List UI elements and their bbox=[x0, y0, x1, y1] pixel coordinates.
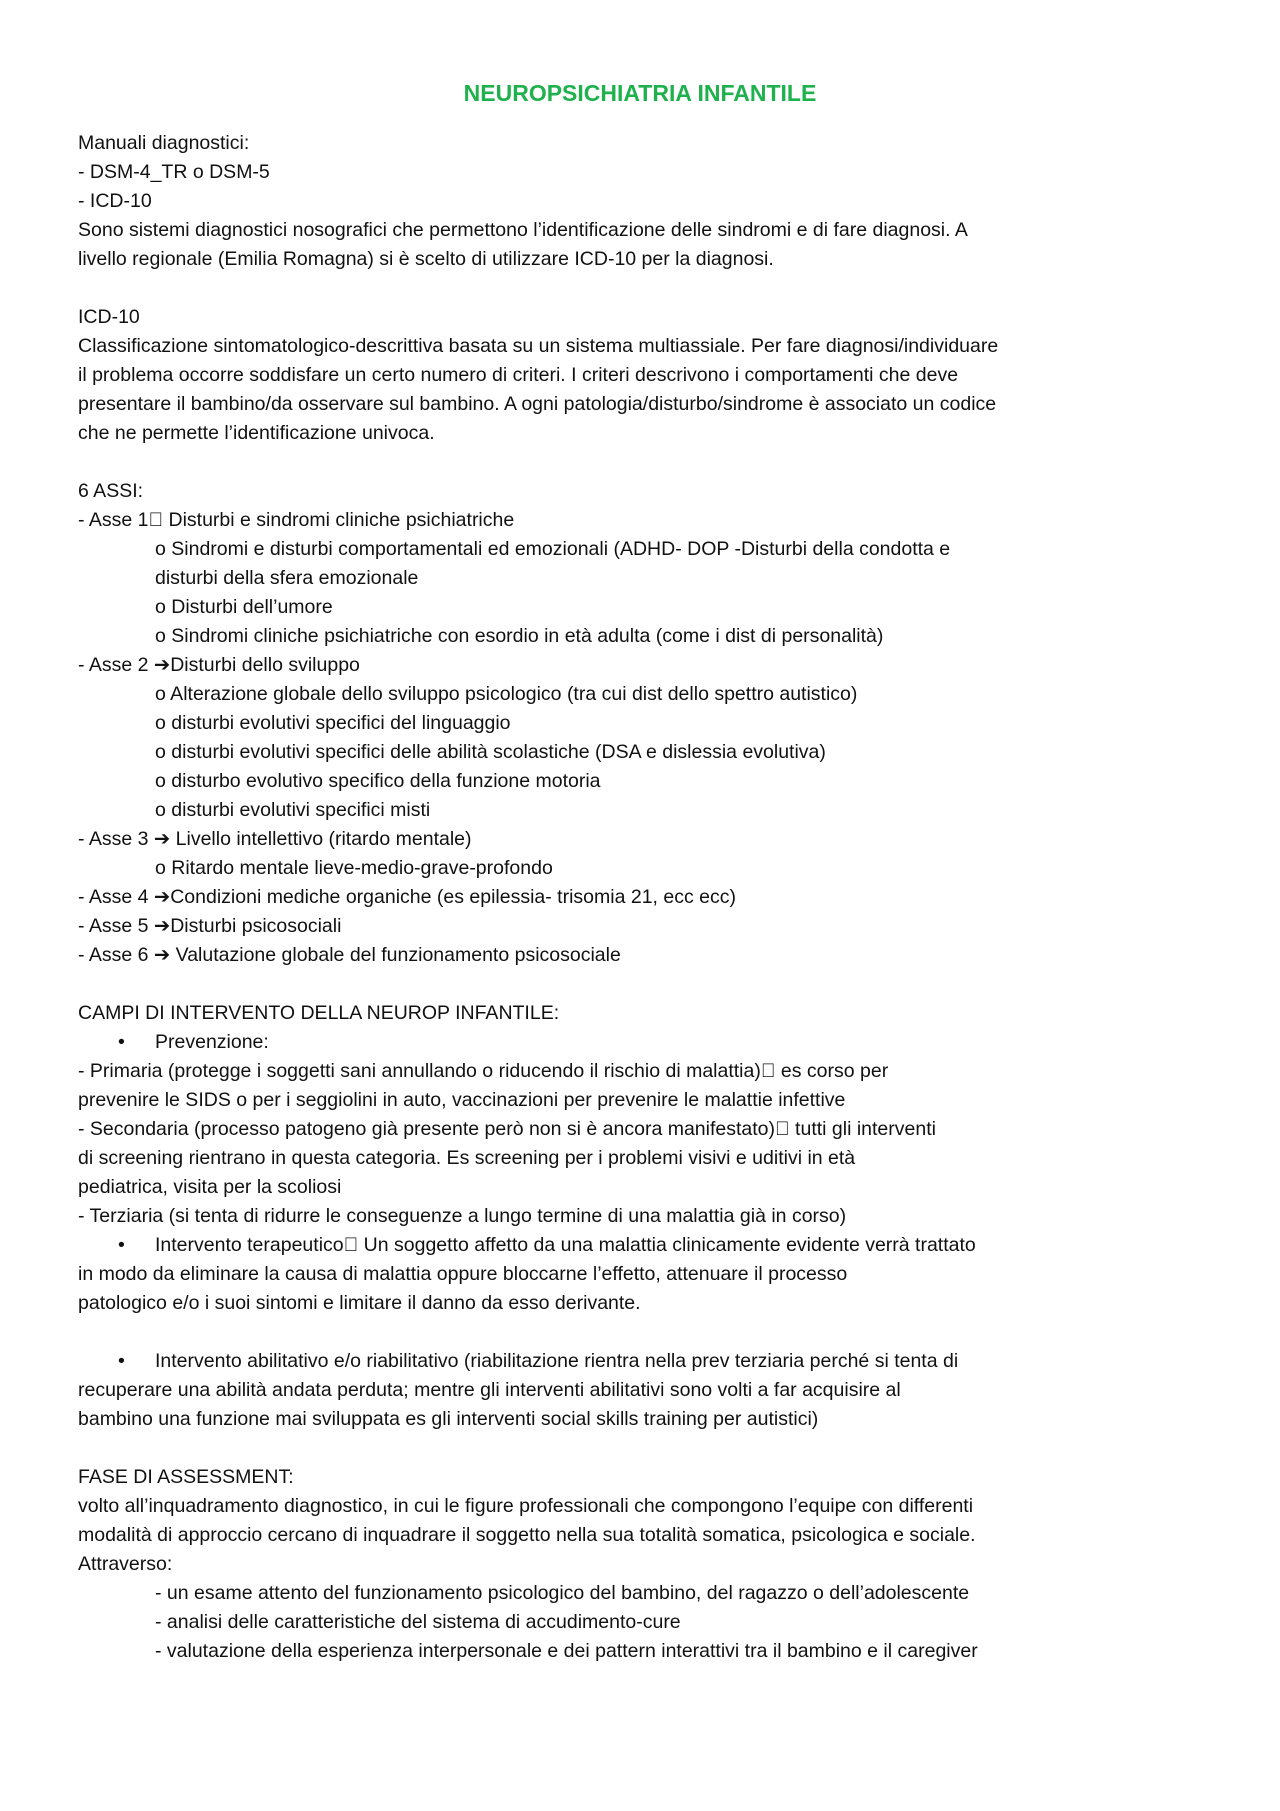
paragraph-line: il problema occorre soddisfare un certo numero di criteri. I criteri descrivono i comportamenti che deve bbox=[78, 364, 959, 386]
paragraph-line: pediatrica, visita per la scoliosi bbox=[78, 1176, 342, 1198]
paragraph-line: volto all’inquadramento diagnostico, in cui le figure professionali che compongono l’equipe con differenti bbox=[78, 1495, 974, 1517]
assi-heading: 6 ASSI: bbox=[78, 480, 144, 502]
asse-6 bbox=[78, 941, 1170, 970]
list-item: o disturbo evolutivo specifico della funzione motoria bbox=[155, 770, 601, 792]
section-assessment bbox=[78, 1463, 1170, 1666]
paragraph-line: di screening rientrano in questa categoria. Es screening per i problemi visivi e uditivi in età bbox=[78, 1147, 856, 1169]
list-item: - ICD-10 bbox=[78, 190, 152, 212]
paragraph-line: Attraverso: bbox=[78, 1553, 173, 1575]
bullet-prevenzione bbox=[78, 1028, 1170, 1057]
asse-text: Livello intellettivo (ritardo mentale) bbox=[170, 828, 472, 850]
asse-text: Valutazione globale del funzionamento psicosociale bbox=[170, 944, 621, 966]
assessment-heading: FASE DI ASSESSMENT: bbox=[78, 1466, 294, 1488]
document-title: NEUROPSICHIATRIA INFANTILE bbox=[463, 80, 817, 106]
paragraph-line: patologico e/o i suoi sintomi e limitare il danno da esso derivante. bbox=[78, 1292, 641, 1314]
section-campi bbox=[78, 999, 1170, 1434]
list-item: o disturbi evolutivi specifici delle abilità scolastiche (DSA e dislessia evolutiva) bbox=[155, 741, 826, 763]
bullet-text: Prevenzione: bbox=[155, 1031, 269, 1053]
asse-3 bbox=[78, 825, 1170, 854]
asse-label: - Asse 2 bbox=[78, 654, 154, 676]
asse-2 bbox=[78, 651, 1170, 680]
paragraph-line: modalità di approccio cercano di inquadrare il soggetto nella sua totalità somatica, psicologica e sociale. bbox=[78, 1524, 976, 1546]
paragraph-line: Classificazione sintomatologico-descrittiva basata su un sistema multiassiale. Per fare diagnosi/individuare bbox=[78, 335, 999, 357]
section-icd bbox=[78, 303, 1170, 448]
section-assi bbox=[78, 477, 1170, 970]
arrow-icon: ➔ bbox=[153, 915, 171, 937]
section-manuali bbox=[78, 129, 1170, 274]
asse-label: - Asse 3 bbox=[78, 828, 154, 850]
bullet-icon: • bbox=[118, 1350, 125, 1372]
arrow-icon: ➔ bbox=[153, 828, 171, 850]
paragraph-line: prevenire le SIDS o per i seggiolini in auto, vaccinazioni per prevenire le malattie infettive bbox=[78, 1089, 846, 1111]
paragraph-line: - Secondaria (processo patogeno già presente però non si è ancora manifestato)  tutti gli interventi bbox=[78, 1118, 936, 1140]
campi-heading: CAMPI DI INTERVENTO DELLA NEUROP INFANTILE: bbox=[78, 1002, 560, 1024]
bullet-abilitativo bbox=[78, 1347, 1170, 1376]
list-item: o disturbi evolutivi specifici misti bbox=[155, 799, 431, 821]
paragraph-line: in modo da eliminare la causa di malattia oppure bloccarne l’effetto, attenuare il processo bbox=[78, 1263, 848, 1285]
asse-text: Disturbi psicosociali bbox=[170, 915, 342, 937]
icd-heading: ICD-10 bbox=[78, 306, 140, 328]
asse-label: - Asse 6 bbox=[78, 944, 154, 966]
asse-text: Disturbi dello sviluppo bbox=[170, 654, 360, 676]
paragraph-line: Sono sistemi diagnostici nosografici che permettono l’identificazione delle sindromi e di fare diagnosi. A bbox=[78, 219, 968, 241]
bullet-icon: • bbox=[118, 1234, 125, 1256]
bullet-text: Intervento terapeutico  Un soggetto affetto da una malattia clinicamente evidente verrà trattato bbox=[155, 1234, 976, 1256]
arrow-icon: ➔ bbox=[153, 654, 171, 676]
bullet-text: Intervento abilitativo e/o riabilitativo (riabilitazione rientra nella prev terziaria perché si tenta di bbox=[155, 1350, 959, 1372]
bullet-icon: • bbox=[118, 1031, 125, 1053]
paragraph-line: presentare il bambino/da osservare sul bambino. A ogni patologia/disturbo/sindrome è associato un codice bbox=[78, 393, 997, 415]
paragraph-line: - Terziaria (si tenta di ridurre le conseguenze a lungo termine di una malattia già in corso) bbox=[78, 1205, 847, 1227]
list-item: - analisi delle caratteristiche del sistema di accudimento-cure bbox=[155, 1611, 681, 1633]
list-item: - un esame attento del funzionamento psicologico del bambino, del ragazzo o dell’adolescente bbox=[155, 1582, 970, 1604]
paragraph-line: recuperare una abilità andata perduta; mentre gli interventi abilitativi sono volti a far acquisire al bbox=[78, 1379, 901, 1401]
asse-text: Condizioni mediche organiche (es epilessia- trisomia 21, ecc ecc) bbox=[170, 886, 736, 908]
arrow-icon: ➔ bbox=[153, 944, 171, 966]
bullet-terapeutico bbox=[78, 1231, 1170, 1260]
list-item: o Disturbi dell’umore bbox=[155, 596, 333, 618]
paragraph-line: livello regionale (Emilia Romagna) si è scelto di utilizzare ICD-10 per la diagnosi. bbox=[78, 248, 774, 270]
manuali-heading: Manuali diagnostici: bbox=[78, 132, 250, 154]
list-item: disturbi della sfera emozionale bbox=[155, 567, 419, 589]
paragraph-line: - Primaria (protegge i soggetti sani annullando o riducendo il rischio di malattia)  es corso per bbox=[78, 1060, 889, 1082]
list-item: - DSM-4_TR o DSM-5 bbox=[78, 161, 270, 183]
asse-label: - Asse 4 bbox=[78, 886, 154, 908]
list-item: o Sindromi e disturbi comportamentali ed emozionali (ADHD- DOP -Disturbi della condotta e bbox=[155, 538, 951, 560]
paragraph-line: bambino una funzione mai sviluppata es gli interventi social skills training per autistici) bbox=[78, 1408, 819, 1430]
asse-1: - Asse 1  Disturbi e sindromi cliniche psichiatriche bbox=[78, 509, 515, 531]
list-item: o Sindromi cliniche psichiatriche con esordio in età adulta (come i dist di personalità) bbox=[155, 625, 884, 647]
paragraph-line: che ne permette l’identificazione univoca. bbox=[78, 422, 435, 444]
list-item: o Ritardo mentale lieve-medio-grave-profondo bbox=[155, 857, 553, 879]
asse-4 bbox=[78, 883, 1170, 912]
asse-5 bbox=[78, 912, 1170, 941]
arrow-icon: ➔ bbox=[153, 886, 171, 908]
list-item: o Alterazione globale dello sviluppo psicologico (tra cui dist dello spettro autistico) bbox=[155, 683, 858, 705]
list-item: - valutazione della esperienza interpersonale e dei pattern interattivi tra il bambino e il caregiver bbox=[155, 1640, 978, 1662]
list-item: o disturbi evolutivi specifici del linguaggio bbox=[155, 712, 511, 734]
asse-label: - Asse 5 bbox=[78, 915, 154, 937]
